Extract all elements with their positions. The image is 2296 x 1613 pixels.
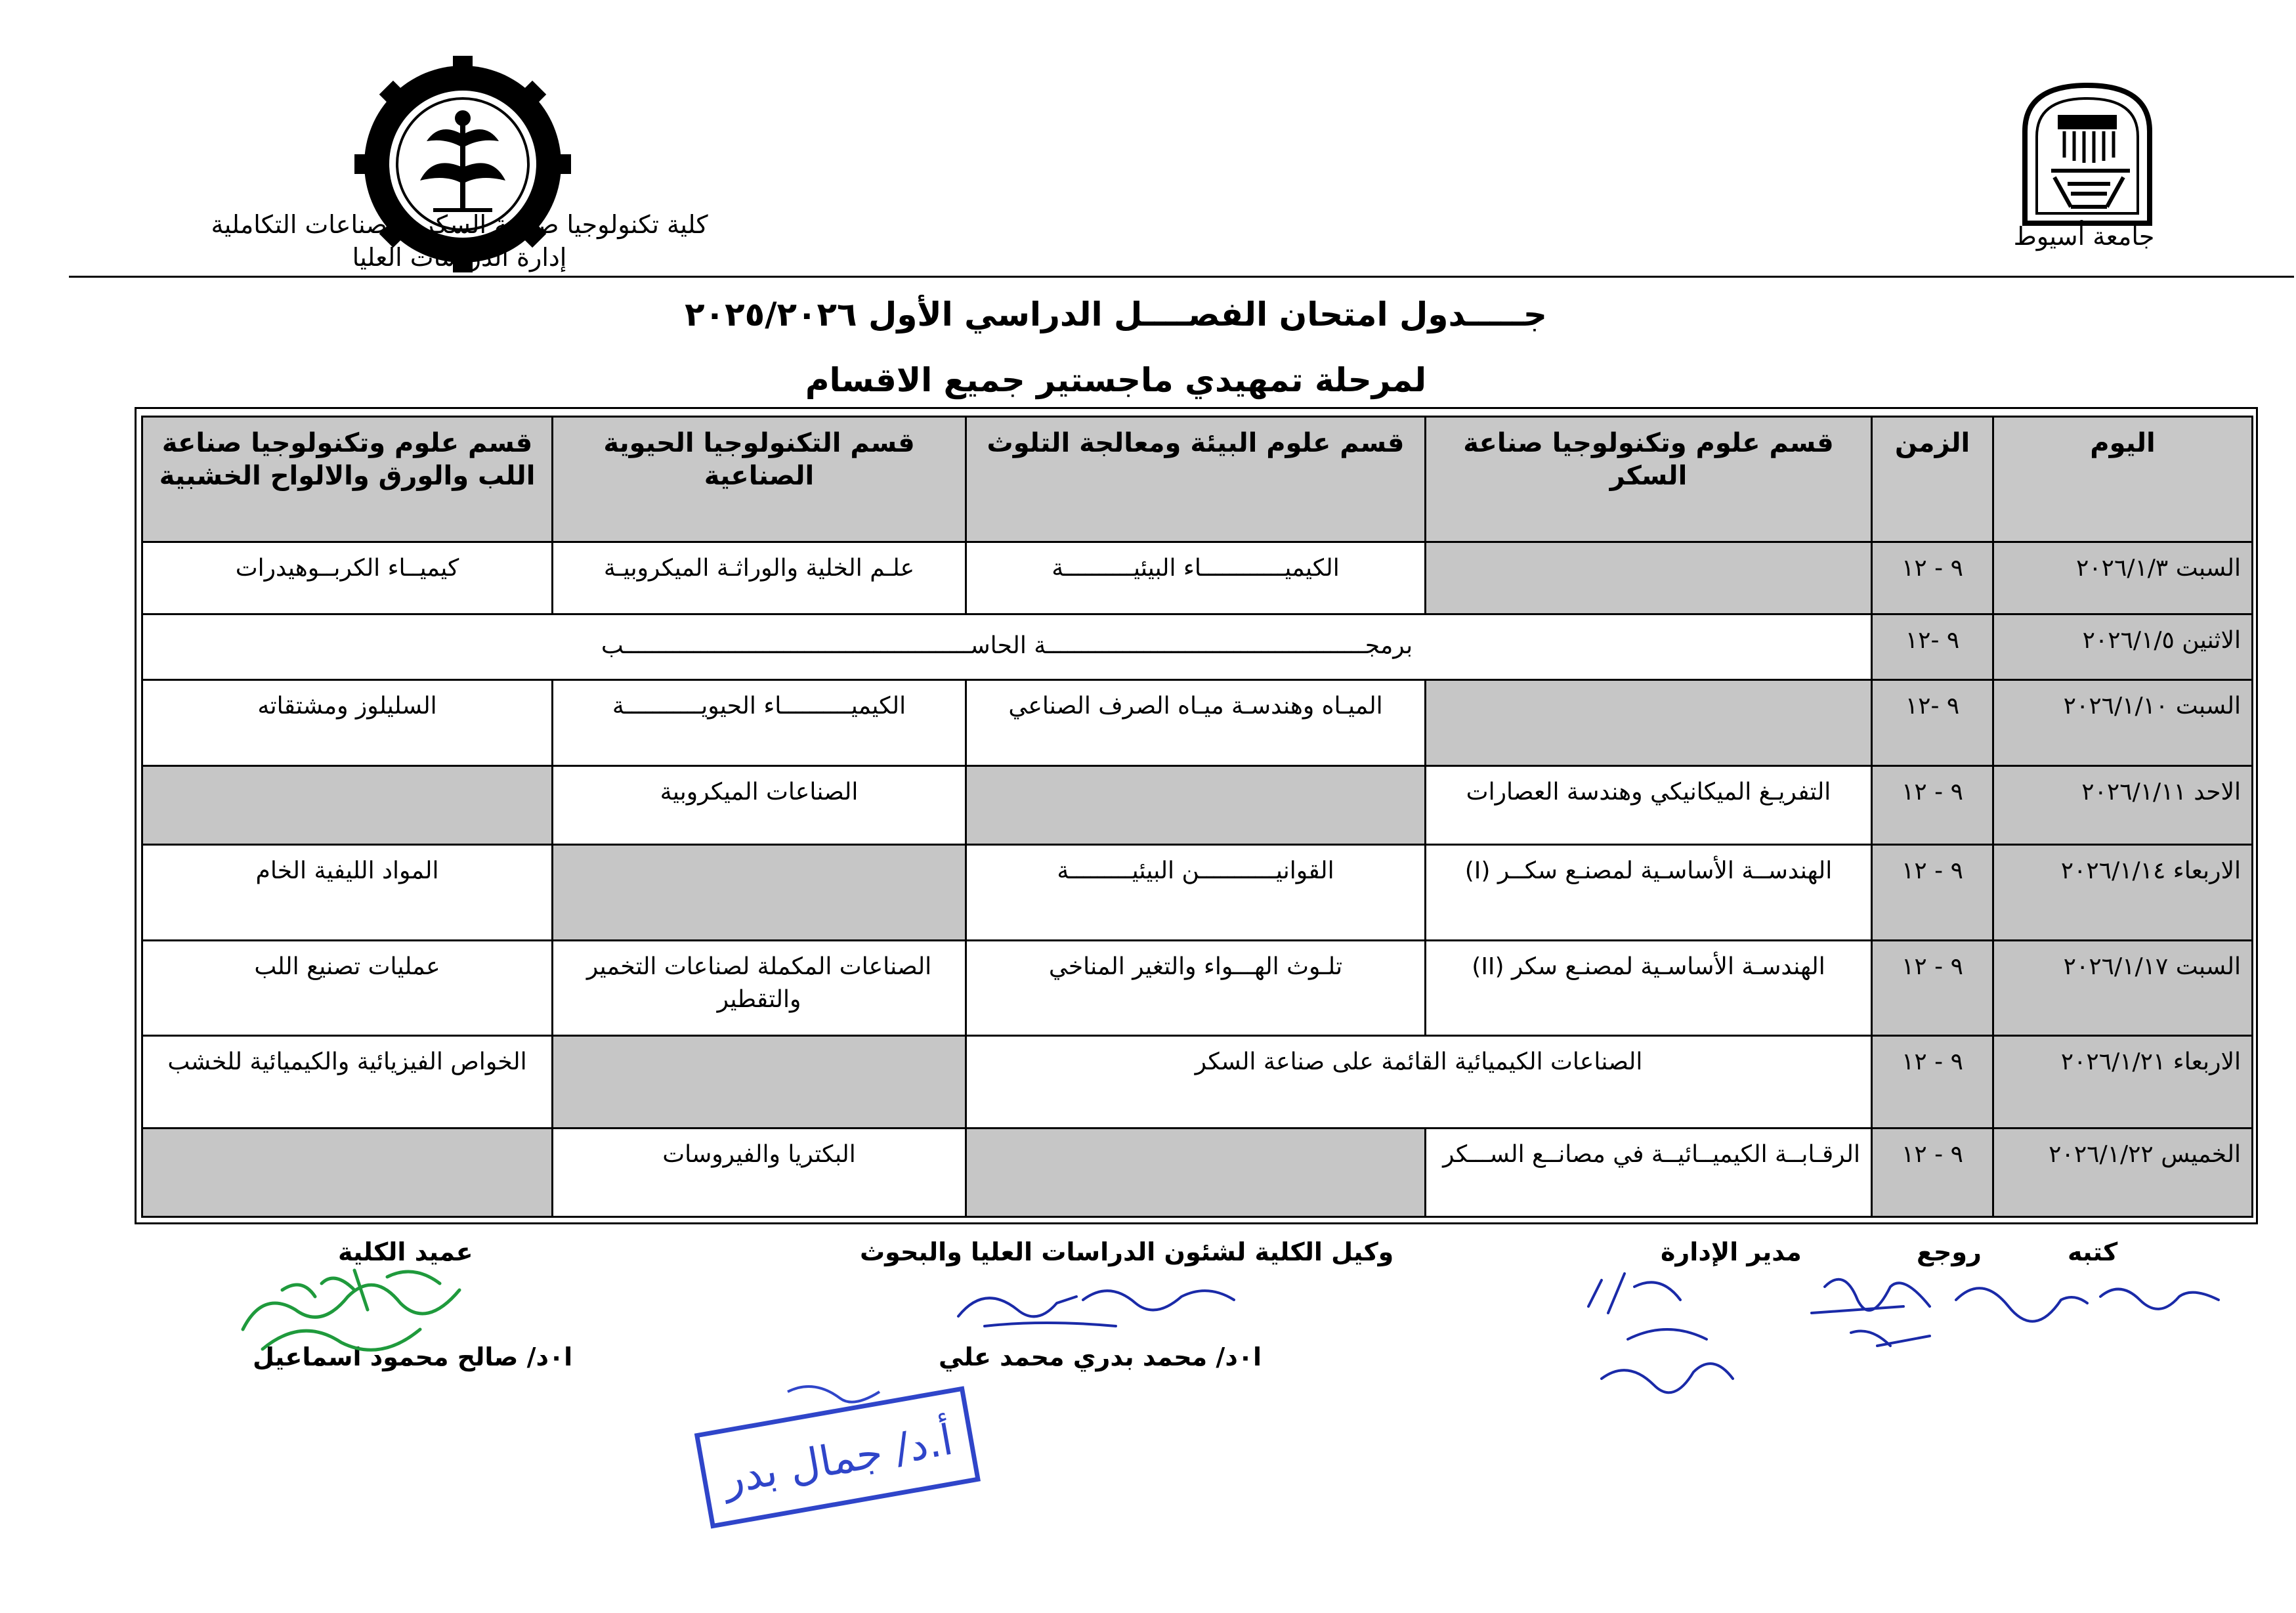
header-divider — [69, 276, 2294, 278]
vice-dean-name: ا٠د/ محمد بدري محمد علي — [939, 1343, 1262, 1371]
exam-schedule-table — [141, 416, 2253, 1218]
env-cell: الكيميــــــــــــاء البيئيــــــــــة — [966, 542, 1426, 614]
header-day: اليوم — [1993, 417, 2253, 542]
header-time: الزمن — [1872, 417, 1993, 542]
row-day: الاربعاء ٢٠٢٦/١/٢١ — [1993, 1036, 2253, 1128]
table-row — [142, 614, 2253, 679]
table-row — [142, 680, 2253, 765]
approval-stamp — [683, 1372, 991, 1536]
header-sugar-dept: قسم علوم وتكنولوجيا صناعة السكر — [1426, 417, 1872, 542]
table-row — [142, 940, 2253, 1035]
department-name: إدارة الدراسات العليا — [352, 243, 567, 272]
staff-handwritten-signatures — [1562, 1260, 2238, 1418]
sugar-cell — [1426, 542, 1872, 614]
row-time: ٩ - ١٢ — [1872, 1036, 1993, 1128]
table-row — [142, 1036, 2253, 1128]
row-time: ٩ - ١٢ — [1872, 845, 1993, 940]
row-time: ٩ - ١٢ — [1872, 940, 1993, 1035]
row-time: ٩ - ١٢ — [1872, 765, 1993, 844]
pulp-cell: الخواص الفيزيائية والكيميائية للخشب — [142, 1036, 553, 1128]
header-pulp-dept: قسم علوم وتكنولوجيا صناعة اللب والورق والالواح الخشبية — [142, 417, 553, 542]
vice-dean-title: وكيل الكلية لشئون الدراسات العليا والبحوث — [860, 1237, 1394, 1266]
env-cell: تلـوث الهـــواء والتغير المناخي — [966, 940, 1426, 1035]
wrote-label: كتبه — [2068, 1237, 2118, 1266]
biotech-cell: علـم الخلية والوراثـة الميكروبيـة — [553, 542, 966, 614]
pulp-cell: كيميــاء الكربــوهيدرات — [142, 542, 553, 614]
biotech-cell: الصناعات المكملة لصناعات التخمير والتقطير — [553, 940, 966, 1035]
header-env-dept: قسم علوم البيئة ومعالجة التلوث — [966, 417, 1426, 542]
biotech-cell: البكتريا والفيروسات — [553, 1128, 966, 1216]
sugar-cell: الرقـابــة الكيميــائيــة في مصانــع الســـكر — [1426, 1128, 1872, 1216]
header-biotech-dept: قسم التكنولوجيا الحيوية الصناعية — [553, 417, 966, 542]
row-time: ٩ - ١٢ — [1872, 1128, 1993, 1216]
pulp-cell — [142, 765, 553, 844]
biotech-cell: الكيميــــــــــاء الحيويـــــــــــة — [553, 680, 966, 765]
row-day: السبت ٢٠٢٦/١/٣ — [1993, 542, 2253, 614]
admin-director-label: مدير الإدارة — [1661, 1237, 1802, 1266]
row-day: الاربعاء ٢٠٢٦/١/١٤ — [1993, 845, 2253, 940]
stamp-text: أ.د/ جمال بدر — [719, 1415, 957, 1505]
pulp-cell — [142, 1128, 553, 1216]
page-subtitle: لمرحلة تمهيدي ماجستير جميع الاقسام — [805, 361, 1427, 399]
sugar-cell: الهندسـة الأساسـية لمصنـع سكر (II) — [1426, 940, 1872, 1035]
biotech-cell: الصناعات الميكروبية — [553, 765, 966, 844]
biotech-cell — [553, 845, 966, 940]
pulp-cell: عمليات تصنيع اللب — [142, 940, 553, 1035]
row-day: الخميس ٢٠٢٦/١/٢٢ — [1993, 1128, 2253, 1216]
env-cell — [966, 1128, 1426, 1216]
dean-name: ا٠د/ صالح محمود اسماعيل — [253, 1343, 573, 1371]
merged-course-cell: برمجــــــــــــــــــــــــــــــــــــــــــــــة الحاســــــــــــــــــــــــــــــــــــــــــــــــــب — [142, 614, 1872, 679]
biotech-cell — [553, 1036, 966, 1128]
university-logo — [2018, 79, 2156, 226]
dean-signature — [223, 1251, 512, 1369]
row-day: الاحد ٢٠٢٦/١/١١ — [1993, 765, 2253, 844]
row-time: ٩ - ١٢ — [1872, 542, 1993, 614]
table-row — [142, 845, 2253, 940]
sugar-cell: الهندســة الأساسـية لمصنـع سكــر (I) — [1426, 845, 1872, 940]
university-name: جامعة أسيوط — [2013, 222, 2155, 251]
reviewed-label: روجع — [1917, 1237, 1982, 1266]
sugar-cell — [1426, 680, 1872, 765]
faculty-name: كلية تكنولوجيا صناعة السكر والصناعات التكاملية — [211, 210, 708, 239]
page-title: جـــــدول امتحان الفصــــل الدراسي الأول ٢٠٢٥/٢٠٢٦ — [685, 295, 1547, 333]
merged-course-cell: الصناعات الكيميائية القائمة على صناعة السكر — [966, 1036, 1872, 1128]
pulp-cell: المواد الليفية الخام — [142, 845, 553, 940]
env-cell: القوانيـــــــــــن البيئيـــــــــة — [966, 845, 1426, 940]
row-day: السبت ٢٠٢٦/١/١٧ — [1993, 940, 2253, 1035]
row-day: الاثنين ٢٠٢٦/١/٥ — [1993, 614, 2253, 679]
table-row — [142, 542, 2253, 614]
table-header-row — [142, 417, 2253, 542]
vice-dean-signature — [945, 1264, 1247, 1336]
dean-title: عميد الكلية — [338, 1237, 473, 1266]
env-cell — [966, 765, 1426, 844]
pulp-cell: السليلوز ومشتقاته — [142, 680, 553, 765]
table-row — [142, 765, 2253, 844]
sugar-cell: التفريـغ الميكانيكي وهندسة العصارات — [1426, 765, 1872, 844]
row-day: السبت ٢٠٢٦/١/١٠ — [1993, 680, 2253, 765]
row-time: ٩ -١٢ — [1872, 680, 1993, 765]
env-cell: الميـاه وهندسـة ميـاه الصرف الصناعي — [966, 680, 1426, 765]
table-row — [142, 1128, 2253, 1216]
row-time: ٩ -١٢ — [1872, 614, 1993, 679]
